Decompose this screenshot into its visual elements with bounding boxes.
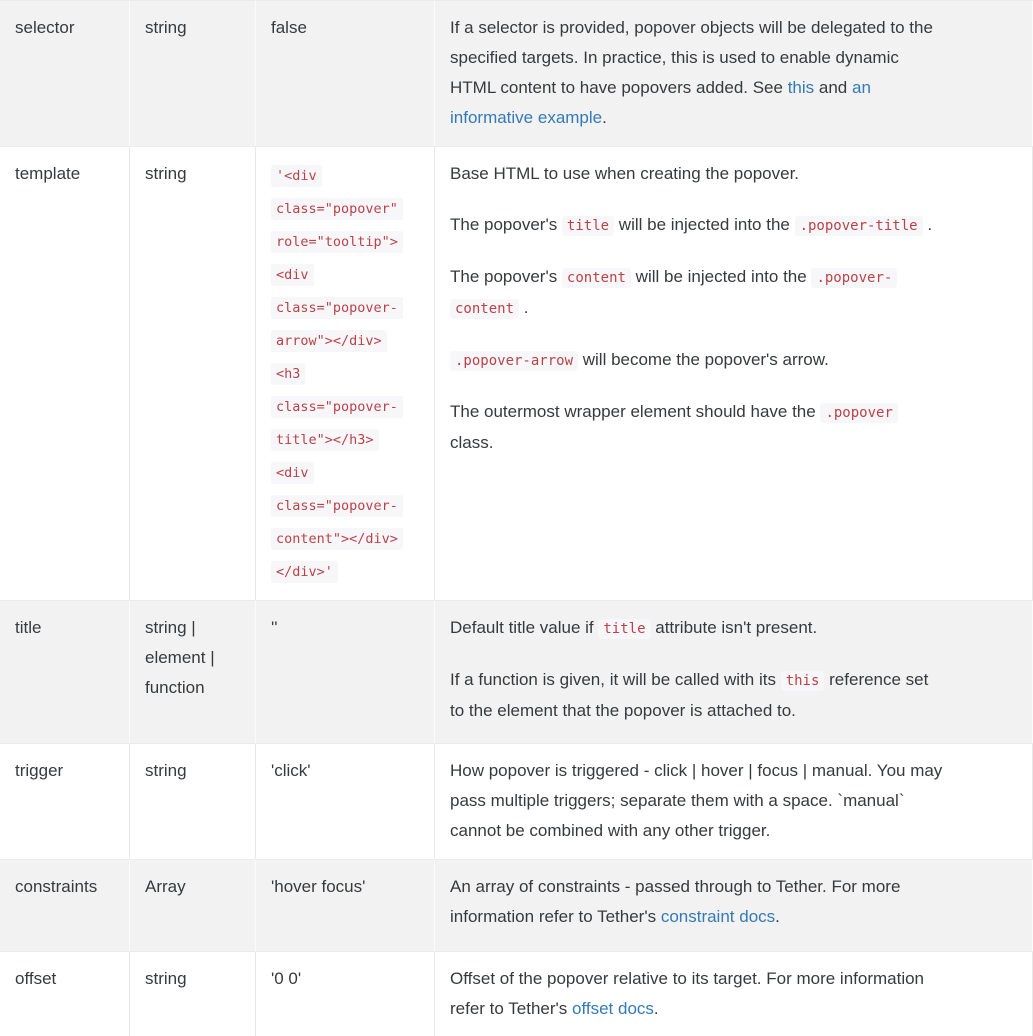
cell-default bbox=[256, 952, 435, 1036]
cell-name bbox=[0, 860, 130, 951]
option-name: template bbox=[15, 164, 81, 183]
option-name: trigger bbox=[15, 761, 64, 780]
option-type: Array bbox=[145, 877, 186, 896]
inline-code: .popover-content bbox=[450, 268, 897, 319]
default-code: class="popover- bbox=[271, 396, 403, 418]
option-name: title bbox=[15, 618, 42, 637]
cell-type bbox=[130, 601, 256, 743]
inline-code: this bbox=[781, 671, 825, 691]
default-code: arrow"></div> bbox=[271, 330, 387, 352]
cell-default bbox=[256, 601, 435, 743]
table-row-trigger bbox=[0, 743, 1033, 859]
default-code-line bbox=[271, 291, 419, 324]
table-row-template bbox=[0, 146, 1033, 600]
default-code-line bbox=[271, 489, 419, 522]
cell-type bbox=[130, 952, 256, 1036]
default-code-line bbox=[271, 390, 419, 423]
cell-description bbox=[435, 601, 1033, 743]
cell-name bbox=[0, 744, 130, 859]
default-value: '' bbox=[271, 618, 278, 637]
cell-description bbox=[435, 744, 1033, 859]
description-paragraph: Default title value if title attribute isn't present. bbox=[450, 618, 818, 637]
default-code-line bbox=[271, 159, 419, 192]
default-code-line bbox=[271, 357, 419, 390]
description-paragraph: The outermost wrapper element should have the .popover class. bbox=[450, 397, 945, 458]
inline-code: title bbox=[562, 216, 614, 236]
option-type: string bbox=[145, 18, 187, 37]
default-code: role="tooltip"> bbox=[271, 231, 403, 253]
cell-default bbox=[256, 1, 435, 146]
default-code: </div>' bbox=[271, 561, 338, 583]
default-code: <h3 bbox=[271, 363, 305, 385]
inline-code: title bbox=[598, 619, 650, 639]
description-paragraph: Base HTML to use when creating the popover. bbox=[450, 164, 800, 183]
cell-type bbox=[130, 147, 256, 600]
default-code-line bbox=[271, 225, 419, 258]
default-code: title"></h3> bbox=[271, 429, 379, 451]
default-code: class="popover- bbox=[271, 297, 403, 319]
option-type: string bbox=[145, 164, 187, 183]
option-type: string | element | function bbox=[145, 618, 215, 697]
inline-code: .popover-title bbox=[795, 216, 923, 236]
default-code-line bbox=[271, 423, 419, 456]
description-paragraph: The popover's title will be injected into the .popover-title . bbox=[450, 215, 933, 234]
table-row-selector bbox=[0, 0, 1033, 146]
link-constraint-docs[interactable]: constraint docs bbox=[660, 907, 776, 926]
description-paragraph: Offset of the popover relative to its target. For more information refer to Tether's offset docs. bbox=[450, 969, 925, 1018]
link-an-informative-example[interactable]: an informative example bbox=[450, 78, 871, 127]
cell-type bbox=[130, 1, 256, 146]
cell-default bbox=[256, 744, 435, 859]
default-value: 'hover focus' bbox=[271, 877, 366, 896]
description-paragraph: How popover is triggered - click | hover | focus | manual. You may pass multiple triggers; separate them with a space. `manual` cannot be combined with any other trigger. bbox=[450, 761, 943, 840]
default-code: <div bbox=[271, 462, 314, 484]
cell-name bbox=[0, 147, 130, 600]
description-paragraph: The popover's content will be injected into the .popover-content . bbox=[450, 262, 945, 324]
option-name: constraints bbox=[15, 877, 98, 896]
description-paragraph: .popover-arrow will become the popover's arrow. bbox=[450, 345, 945, 376]
cell-name bbox=[0, 1, 130, 146]
default-code-line bbox=[271, 258, 419, 291]
default-code: class="popover- bbox=[271, 495, 403, 517]
cell-description bbox=[435, 952, 1033, 1036]
cell-name bbox=[0, 952, 130, 1036]
default-code-line bbox=[271, 555, 419, 588]
default-code: class="popover" bbox=[271, 198, 403, 220]
default-code: content"></div> bbox=[271, 528, 403, 550]
inline-code: .popover bbox=[820, 403, 897, 423]
cell-default bbox=[256, 860, 435, 951]
default-code: <div bbox=[271, 264, 314, 286]
default-value: '0 0' bbox=[271, 969, 302, 988]
description-paragraph: If a function is given, it will be called with its this reference set to the element that the popover is attached to. bbox=[450, 670, 929, 720]
option-type: string bbox=[145, 761, 187, 780]
cell-type bbox=[130, 860, 256, 951]
table-row-offset bbox=[0, 951, 1033, 1036]
cell-description bbox=[435, 860, 1033, 951]
link-offset-docs[interactable]: offset docs bbox=[572, 999, 654, 1018]
table-row-constraints bbox=[0, 859, 1033, 951]
default-code: '<div bbox=[271, 165, 322, 187]
cell-default bbox=[256, 147, 435, 600]
option-name: selector bbox=[15, 18, 75, 37]
description-paragraph: If a selector is provided, popover objects will be delegated to the specified targets. In practice, this is used to enable dynamic HTML content to have popovers added. See this and an informative example. bbox=[450, 18, 933, 127]
table-row-title bbox=[0, 600, 1033, 743]
cell-name bbox=[0, 601, 130, 743]
inline-code: content bbox=[562, 268, 631, 288]
default-code-line bbox=[271, 522, 419, 555]
default-code-line bbox=[271, 192, 419, 225]
default-value: 'click' bbox=[271, 761, 311, 780]
description-paragraph: An array of constraints - passed through to Tether. For more information refer to Tether's constraint docs. bbox=[450, 877, 901, 926]
default-value: false bbox=[271, 18, 307, 37]
default-code-line bbox=[271, 324, 419, 357]
inline-code: .popover-arrow bbox=[450, 351, 578, 371]
cell-description bbox=[435, 1, 1033, 146]
link-this[interactable]: this bbox=[787, 78, 815, 97]
option-name: offset bbox=[15, 969, 57, 988]
option-type: string bbox=[145, 969, 187, 988]
cell-type bbox=[130, 744, 256, 859]
cell-description bbox=[435, 147, 1033, 600]
default-code-line bbox=[271, 456, 419, 489]
